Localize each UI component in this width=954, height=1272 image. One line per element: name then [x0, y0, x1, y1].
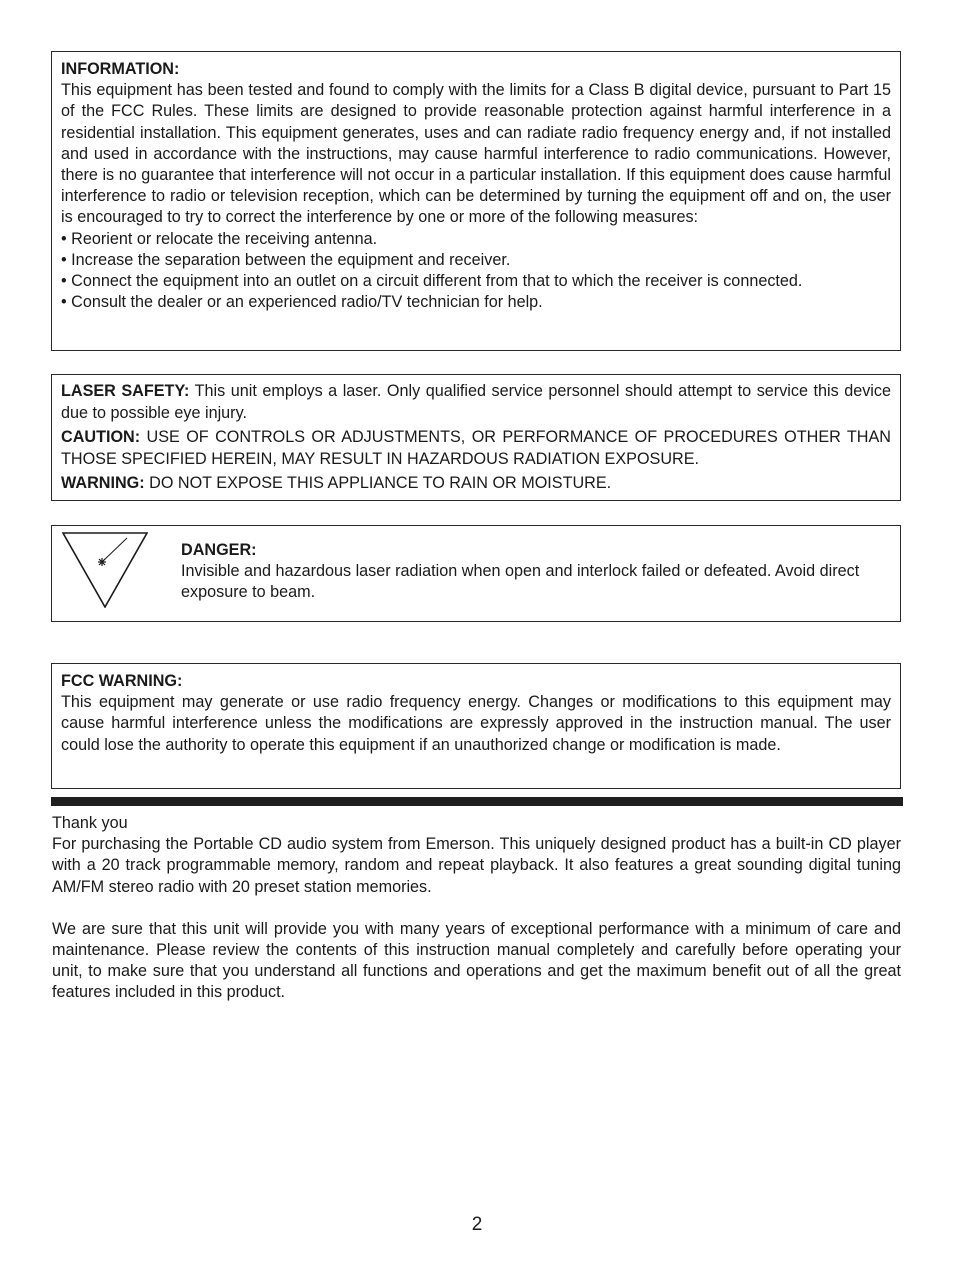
- information-body: This equipment has been tested and found to comply with the limits for a Class B digital device, pursuant to Part 15 of the FCC Rules. These limits are designed to provide reasonable protection against harmful interference in a residential installation. This equipment generates, uses and can radiate radio frequency energy and, if not installed and used in accordance with the instructions, may cause harmful interference to radio communications. However, there is no guarantee that interference will not occur in a particular installation. If this equipment does cause harmful interference to radio or television reception, which can be determined by turning the equipment off and on, the user is encouraged to try to correct the interference by one or more of the following measures:: [61, 81, 891, 227]
- laser-safety-box: [51, 374, 901, 501]
- caution-label: CAUTION:: [61, 428, 141, 446]
- list-item: • Connect the equipment into an outlet on a circuit different from that to which the receiver is connected.: [61, 272, 803, 291]
- thank-you-title: Thank you: [52, 814, 128, 832]
- laser-safety-label: LASER SAFETY:: [61, 382, 190, 400]
- thank-you-paragraph-1: For purchasing the Portable CD audio system from Emerson. This uniquely designed product has a built-in CD player with a 20 track programmable memory, random and repeat playback. It also features a great sounding digital tuning AM/FM stereo radio with 20 preset station memories.: [52, 835, 901, 896]
- section-divider: [51, 797, 903, 806]
- danger-text: Invisible and hazardous laser radiation when open and interlock failed or defeated. Avoid direct exposure to beam.: [181, 562, 860, 602]
- information-box: [51, 51, 901, 351]
- laser-safety-paragraph: [61, 380, 891, 424]
- danger-heading: DANGER:: [181, 541, 257, 559]
- laser-warning-triangle-icon: [62, 532, 148, 608]
- caution-text: USE OF CONTROLS OR ADJUSTMENTS, OR PERFORMANCE OF PROCEDURES OTHER THAN THOSE SPECIFIED HEREIN, MAY RESULT IN HAZARDOUS RADIATION EXPOSURE.: [61, 428, 891, 468]
- thank-you-section: [52, 813, 901, 1004]
- list-item: • Reorient or relocate the receiving antenna.: [61, 229, 378, 248]
- warning-label: WARNING:: [61, 474, 145, 492]
- information-bullet-list: [61, 229, 891, 314]
- fcc-heading: FCC WARNING:: [61, 672, 183, 690]
- list-item: • Consult the dealer or an experienced radio/TV technician for help.: [61, 293, 543, 312]
- fcc-text: This equipment may generate or use radio frequency energy. Changes or modifications to this equipment may cause harmful interference unless the modifications are expressly approved in the instruction manual. The user could lose the authority to operate this equipment if an unauthorized change or modification is made.: [61, 693, 891, 754]
- fcc-warning-box: [51, 663, 901, 789]
- danger-box: [51, 525, 901, 622]
- warning-paragraph: [61, 472, 891, 494]
- thank-you-paragraph-2: We are sure that this unit will provide you with many years of exceptional performance with a minimum of care and maintenance. Please review the contents of this instruction manual completely and carefully before operating your unit, to make sure that you understand all functions and operations and get the maximum benefit out of all the great features included in this product.: [52, 919, 901, 1002]
- danger-text-block: [181, 540, 880, 604]
- caution-paragraph: [61, 426, 891, 470]
- page-number: 2: [471, 1214, 483, 1235]
- warning-text: DO NOT EXPOSE THIS APPLIANCE TO RAIN OR MOISTURE.: [144, 474, 612, 492]
- information-heading: INFORMATION:: [61, 60, 180, 78]
- laser-safety-text: This unit employs a laser. Only qualified service personnel should attempt to service this device due to possible eye injury.: [61, 382, 892, 422]
- list-item: • Increase the separation between the equipment and receiver.: [61, 250, 511, 269]
